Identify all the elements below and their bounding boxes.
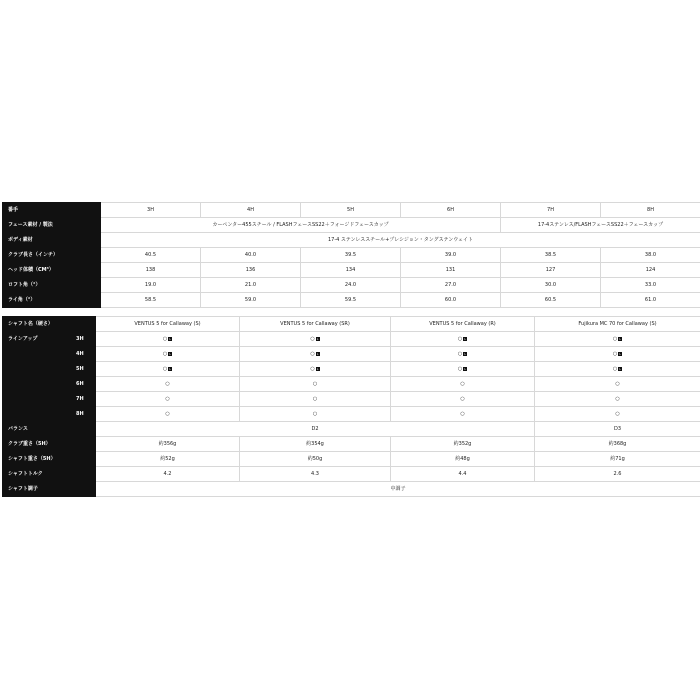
lineup-row: [3, 362, 700, 377]
body-material-row: [3, 233, 700, 248]
left-handed-badge: L: [464, 336, 467, 341]
shaft-weight-label: シャフト重さ（5H）: [3, 452, 96, 467]
torque-label: シャフトトルク: [3, 467, 96, 482]
cell: 136: [201, 263, 301, 278]
lineup-cell: [240, 347, 391, 362]
face-material-right: 17-4ステンレス/FLASHフェースSS22＋フェースカップ: [501, 218, 700, 233]
lineup-num: 4H: [71, 347, 96, 362]
cell: 約368g: [535, 437, 700, 452]
lineup-cell: [96, 347, 240, 362]
cell: 60.5: [501, 293, 601, 308]
kick-value: 中調子: [96, 482, 700, 497]
cell: 39.0: [401, 248, 501, 263]
cell: 59.5: [301, 293, 401, 308]
lineup-num: 7H: [71, 392, 96, 407]
row-label: ライ角（°）: [3, 293, 101, 308]
lineup-row: [3, 392, 700, 407]
circle-icon: ○: [615, 381, 620, 387]
shaft-col: Fujikura MC 70 for Callaway (S): [535, 317, 700, 332]
lineup-num: 6H: [71, 377, 96, 392]
left-handed-badge: L: [619, 336, 622, 341]
circle-icon: ○: [310, 351, 315, 357]
circle-icon: ○: [165, 411, 170, 417]
lineup-cell: [535, 332, 700, 347]
circle-icon: ○: [162, 366, 168, 372]
face-material-label: フェース素材 / 製法: [3, 218, 101, 233]
left-handed-badge: L: [316, 351, 319, 356]
left-handed-badge: L: [169, 336, 172, 341]
col-8h: 8H: [601, 203, 700, 218]
left-handed-badge: L: [169, 351, 172, 356]
shaft-col: VENTUS 5 for Callaway (SR): [240, 317, 391, 332]
col-3h: 3H: [101, 203, 201, 218]
shaft-weight-row: [3, 452, 700, 467]
cell: 2.6: [535, 467, 700, 482]
table-row: [3, 278, 700, 293]
lineup-cell: [96, 392, 240, 407]
lineup-cell: [240, 377, 391, 392]
torque-row: [3, 467, 700, 482]
cell: 27.0: [401, 278, 501, 293]
circle-icon: ○: [612, 351, 618, 357]
cell: 約48g: [391, 452, 535, 467]
cell: 33.0: [601, 278, 700, 293]
cell: 134: [301, 263, 401, 278]
circle-icon: ○: [312, 381, 318, 387]
circle-icon: ○: [615, 396, 620, 402]
cell: 24.0: [301, 278, 401, 293]
kick-label: シャフト調子: [3, 482, 96, 497]
table-row: [3, 293, 700, 308]
shaft-table: [2, 316, 700, 497]
row-label: クラブ長さ（インチ）: [3, 248, 101, 263]
circle-icon: ○: [612, 336, 618, 342]
circle-icon: ○: [612, 366, 618, 372]
col-5h: 5H: [301, 203, 401, 218]
lineup-cell: [96, 332, 240, 347]
cell: 40.0: [201, 248, 301, 263]
left-handed-badge: L: [464, 366, 467, 371]
lineup-row: [3, 347, 700, 362]
cell: 約52g: [96, 452, 240, 467]
circle-icon: ○: [312, 411, 318, 417]
lineup-cell: [535, 392, 700, 407]
spec-header-label: 番手: [3, 203, 101, 218]
lineup-cell: [96, 407, 240, 422]
cell: 30.0: [501, 278, 601, 293]
cell: 127: [501, 263, 601, 278]
lineup-cell: [391, 332, 535, 347]
cell: 39.5: [301, 248, 401, 263]
cell: 131: [401, 263, 501, 278]
lineup-group: [3, 332, 71, 422]
cell: 61.0: [601, 293, 700, 308]
left-handed-badge: L: [619, 366, 622, 371]
row-label: ロフト角（°）: [3, 278, 101, 293]
shaft-col: VENTUS 5 for Callaway (S): [96, 317, 240, 332]
lineup-cell: [535, 407, 700, 422]
club-weight-row: [3, 437, 700, 452]
cell: 38.5: [501, 248, 601, 263]
lineup-cell: [535, 377, 700, 392]
lineup-cell: [535, 362, 700, 377]
lineup-cell: [535, 347, 700, 362]
cell: 約50g: [240, 452, 391, 467]
circle-icon: ○: [162, 336, 168, 342]
lineup-cell: [391, 407, 535, 422]
lineup-cell: [240, 407, 391, 422]
left-handed-badge: L: [169, 366, 172, 371]
body-material-label: ボディ素材: [3, 233, 101, 248]
lineup-cell: [96, 377, 240, 392]
circle-icon: ○: [162, 351, 168, 357]
spec-header-row: [3, 203, 700, 218]
shaft-header-row: [3, 317, 700, 332]
cell: 約356g: [96, 437, 240, 452]
circle-icon: ○: [460, 411, 465, 417]
balance-left: D2: [96, 422, 535, 437]
lineup-num: 5H: [71, 362, 96, 377]
cell: 19.0: [101, 278, 201, 293]
circle-icon: ○: [457, 336, 463, 342]
balance-label: バランス: [3, 422, 96, 437]
circle-icon: ○: [310, 366, 315, 372]
left-handed-badge: L: [316, 366, 319, 371]
body-material-value: 17-4 ステンレススチール+プレシジョン・タングステンウェイト: [101, 233, 700, 248]
circle-icon: ○: [460, 396, 465, 402]
cell: 40.5: [101, 248, 201, 263]
cell: 21.0: [201, 278, 301, 293]
left-handed-badge: L: [619, 351, 622, 356]
lineup-row: [3, 407, 700, 422]
cell: 4.4: [391, 467, 535, 482]
cell: 60.0: [401, 293, 501, 308]
lineup-cell: [240, 332, 391, 347]
lineup-row: [3, 332, 700, 347]
shaft-col: VENTUS 5 for Callaway (R): [391, 317, 535, 332]
circle-icon: ○: [310, 336, 315, 342]
lineup-cell: [391, 377, 535, 392]
circle-icon: ○: [165, 396, 170, 402]
circle-icon: ○: [457, 351, 463, 357]
club-weight-label: クラブ重さ（5H）: [3, 437, 96, 452]
cell: 138: [101, 263, 201, 278]
lineup-cell: [391, 347, 535, 362]
kick-row: [3, 482, 700, 497]
shaft-header-label: シャフト名（硬さ）: [3, 317, 96, 332]
face-material-row: [3, 218, 700, 233]
row-label: ヘッド体積（CM³）: [3, 263, 101, 278]
col-6h: 6H: [401, 203, 501, 218]
balance-right: D3: [535, 422, 700, 437]
lineup-num: 8H: [71, 407, 96, 422]
cell: 約354g: [240, 437, 391, 452]
lineup-cell: [240, 362, 391, 377]
cell: 38.0: [601, 248, 700, 263]
spec-table: [2, 202, 700, 308]
lineup-num: 3H: [71, 332, 96, 347]
face-material-left: カーペンター455スチール / FLASHフェースSS22＋フォージドフェースカップ: [101, 218, 501, 233]
cell: 124: [601, 263, 700, 278]
balance-row: [3, 422, 700, 437]
circle-icon: ○: [165, 381, 170, 387]
table-row: [3, 263, 700, 278]
circle-icon: ○: [312, 396, 318, 402]
lineup-cell: [391, 362, 535, 377]
cell: 59.0: [201, 293, 301, 308]
col-7h: 7H: [501, 203, 601, 218]
lineup-cell: [391, 392, 535, 407]
col-4h: 4H: [201, 203, 301, 218]
lineup-cell: [96, 362, 240, 377]
table-row: [3, 248, 700, 263]
cell: 4.3: [240, 467, 391, 482]
cell: 約352g: [391, 437, 535, 452]
cell: 約71g: [535, 452, 700, 467]
circle-icon: ○: [457, 366, 463, 372]
cell: 58.5: [101, 293, 201, 308]
lineup-row: [3, 377, 700, 392]
left-handed-badge: L: [464, 351, 467, 356]
lineup-cell: [240, 392, 391, 407]
cell: 4.2: [96, 467, 240, 482]
circle-icon: ○: [460, 381, 465, 387]
lineup-label: ラインアップ: [8, 336, 38, 342]
left-handed-badge: L: [316, 336, 319, 341]
circle-icon: ○: [615, 411, 620, 417]
